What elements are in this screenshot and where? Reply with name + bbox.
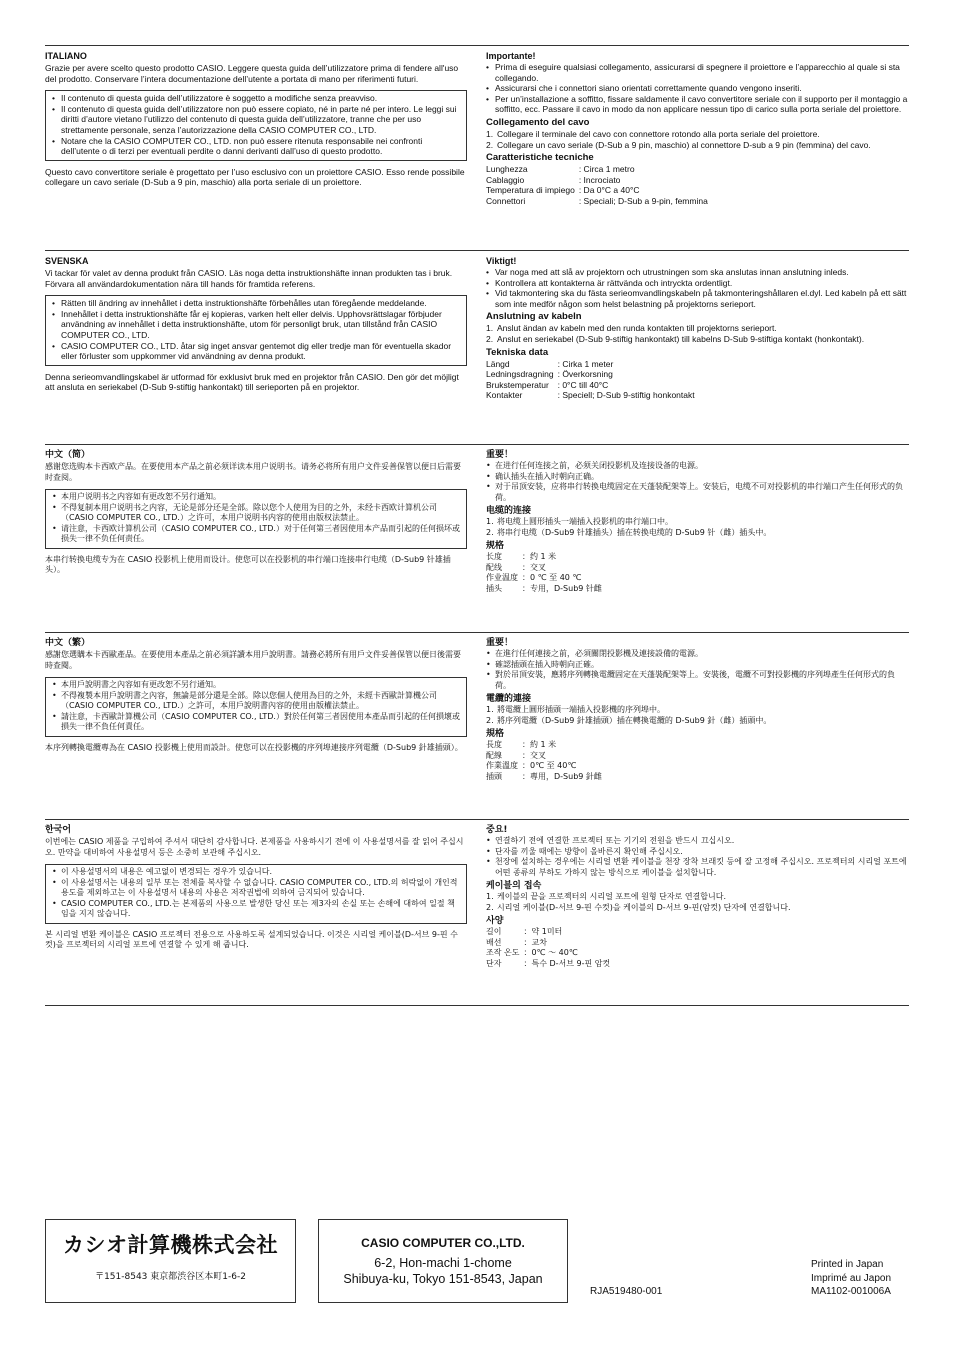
en-address-line-2: Shibuya-ku, Tokyo 151-8543, Japan xyxy=(343,1272,543,1286)
specs-title: 规格 xyxy=(486,541,505,551)
spec-row xyxy=(486,390,695,401)
language-title: ITALIANO xyxy=(45,51,87,61)
right-column xyxy=(486,638,909,782)
spec-value: ：約 1 米 xyxy=(522,740,557,749)
spec-value: : 0°C till 40°C xyxy=(557,379,609,390)
spec-key: Brukstemperatur xyxy=(486,379,549,390)
spec-value: ：专用，D-Sub9 针雌 xyxy=(522,583,602,593)
important-item: • Per un’installazione a soffitto, fissare saldamente il cavo convertitore seriale con il supporto per il montaggio a soffitto, ecc. Passare il cavo in modo da non applicare nessun tipo di carico sulla porta seriale del proiettore. xyxy=(486,94,909,115)
step-text: Collegare il terminale del cavo con connettore rotondo alla porta seriale del proiettore. xyxy=(497,128,820,139)
left-column xyxy=(45,825,467,951)
spec-value: ：0℃ ～ 40℃ xyxy=(523,948,578,957)
document-code: MA1102-001006A xyxy=(811,1286,891,1297)
left-column xyxy=(45,51,467,188)
important-title: 重要！ xyxy=(486,450,514,460)
important-title: 중요! xyxy=(486,825,508,835)
spec-row xyxy=(486,175,708,186)
intro-text: Grazie per avere scelto questo prodotto CASIO. Leggere questa guida dell’utilizzatore prima di fendere all'uso del prodotto. Conservare l’intera documentazione dell’utente a portata di mano per riferimenti futuri. xyxy=(45,63,459,84)
spec-value: ：约 1 米 xyxy=(522,552,557,561)
notice-box xyxy=(45,295,467,366)
specs-table xyxy=(486,552,602,594)
step-text: 将电缆上圆形插头一端插入投影机的串行端口中。 xyxy=(497,517,673,526)
spec-value: ：專用，D-Sub9 針雌 xyxy=(522,771,602,781)
step-text: Anslut en seriekabel (D-Sub 9-stiftig hankontakt) till kabelns D-Sub 9-stiftiga kontakt (honkontakt). xyxy=(497,333,865,344)
notice-item: • Il contenuto di questa guida dell’utilizzatore non può essere copiato, né in parte né per intero. Le leggi sui diritti d’autore vietano l’utilizzo del contenuto di questa guida dell’utilizzatore, tranne che per uso strettamente personale, senza l’autorizzazione della CASIO COMPUTER CO., LTD. xyxy=(52,104,460,136)
description-text: 本序列轉換電纜專為在 CASIO 投影機上使用而設計。使您可以在投影機的序列埠連接序列電纜（D-Sub9 針雄插頭）。 xyxy=(45,742,463,752)
intro-text: 이번에는 CASIO 제품을 구입하여 주셔서 대단히 감사합니다. 본제품을 사용하시기 전에 이 사용설명서를 잘 읽어 주십시오. 만약을 대비하여 사용설명서 등은 소중히 보관해 주십시오. xyxy=(45,837,464,857)
step-number: 2. xyxy=(486,333,494,344)
spec-row xyxy=(486,959,610,970)
part-code: RJA519480-001 xyxy=(590,1286,663,1297)
important-item: • 천장에 설치하는 경우에는 시리얼 변환 케이블을 천장 장착 브래킷 등에 잘 고정해 주십시오. 프로젝터의 시리얼 포트에 어떤 종류의 부하도 가하지 않는 방식으로 케이블을 설치합니다. xyxy=(486,857,909,878)
section-chinese-simplified xyxy=(45,444,909,632)
spec-key: 插头 xyxy=(486,583,502,593)
step-text: 将串行电缆（D-Sub9 针雄插头）插在转换电缆的 D-Sub9 针（雌）插头中。 xyxy=(497,527,772,537)
connection-step xyxy=(486,129,909,140)
important-item: • 對於吊頂安裝，應將序列轉換電纜固定在天蓬裝配架等上。安裝後，電纜不可對投影機的序列埠產生任何形式的負荷。 xyxy=(486,670,909,691)
spec-row xyxy=(486,938,610,949)
important-list xyxy=(486,62,909,115)
spec-key: 단자 xyxy=(486,958,502,968)
specs-table xyxy=(486,359,695,401)
connection-steps xyxy=(486,892,909,913)
important-item: • Assicurarsi che i connettori siano orientati correttamente quando vengono inseriti. xyxy=(486,83,909,94)
step-number: 2. xyxy=(486,139,494,150)
connection-title: 케이블의 접속 xyxy=(486,881,542,891)
description-text: Denna serieomvandlingskabel är utformad för exklusivt bruk med en projektor från CASIO. Den gör det möjligt att ansluta en seriekabel (D-Sub 9-stiftig hankontakt) till serieporten på en projektor. xyxy=(45,371,459,393)
printed-in-japan: Printed in Japan xyxy=(811,1259,884,1270)
important-list xyxy=(486,836,909,878)
spec-key: Lunghezza xyxy=(486,164,528,175)
important-item: • Var noga med att slå av projektorn och utrustningen som ska anslutas innan anslutning inleds. xyxy=(486,267,909,278)
specs-table xyxy=(486,740,602,782)
connection-step xyxy=(486,140,909,151)
spec-row xyxy=(486,751,602,762)
spec-key: Temperatura di impiego xyxy=(486,185,575,196)
spec-row xyxy=(486,359,695,370)
section-chinese-traditional xyxy=(45,632,909,819)
important-list xyxy=(486,461,909,503)
left-column xyxy=(45,638,467,753)
spec-row xyxy=(486,584,602,595)
en-company-box xyxy=(318,1219,568,1303)
spec-value: : Speciali; D-Sub a 9-pin, femmina xyxy=(578,195,708,206)
notice-item: • 不得複製本用戶說明書之內容，無論是部分還是全部。除以您個人使用為目的之外，未經卡西歐計算機公司（CASIO COMPUTER CO., LTD.）之許可，本用戶說明書內容的使用由版權法禁止。 xyxy=(52,691,460,712)
spec-row xyxy=(486,772,602,783)
language-title: SVENSKA xyxy=(45,256,89,266)
spec-row xyxy=(486,927,610,938)
spec-key: Cablaggio xyxy=(486,174,525,185)
spec-value: ：교차 xyxy=(523,937,547,947)
spec-value: ：약 1미터 xyxy=(523,927,563,936)
spec-row xyxy=(486,196,708,207)
connection-step xyxy=(486,903,909,914)
step-number: 1. xyxy=(486,892,494,901)
spec-key: Connettori xyxy=(486,195,526,206)
left-column xyxy=(45,256,467,393)
connection-step xyxy=(486,716,909,727)
spec-row xyxy=(486,948,610,959)
spec-row xyxy=(486,761,602,772)
en-address-line-1: 6-2, Hon-machi 1-chome xyxy=(374,1256,512,1270)
notice-box xyxy=(45,864,467,924)
spec-key: Längd xyxy=(486,358,510,369)
left-column xyxy=(45,450,467,576)
important-title: Viktigt! xyxy=(486,256,517,266)
important-list xyxy=(486,267,909,309)
important-item: • Kontrollera att kontakterna är rättvända och intryckta ordentligt. xyxy=(486,278,909,289)
spec-key: 作业温度 xyxy=(486,573,518,582)
spec-value: ：交叉 xyxy=(522,750,546,760)
important-item: • 对于吊顶安装，应将串行转换电缆固定在天蓬装配架等上。安装后，电缆不可对投影机的串行端口产生任何形式的负荷。 xyxy=(486,482,909,503)
connection-step xyxy=(486,323,909,334)
step-text: 시리얼 케이블(D-서브 9-핀 수컷)을 케이블의 D-서브 9-핀(암컷) 단자에 연결합니다. xyxy=(497,902,791,912)
notice-item: • Rätten till ändring av innehållet i detta instruktionshäfte förbehålles utan föregående meddelande. xyxy=(52,298,460,309)
spec-row xyxy=(486,552,602,563)
spec-value: ：특수 D-서브 9-핀 암컷 xyxy=(523,958,611,968)
important-item: • Prima di eseguire qualsiasi collegamento, assicurarsi di spegnere il proiettore e l’apparecchio al quale si sta collegando. xyxy=(486,62,909,83)
right-column xyxy=(486,256,909,401)
spec-key: 长度 xyxy=(486,552,502,561)
connection-step xyxy=(486,517,909,528)
notice-item: • CASIO COMPUTER CO., LTD. åtar sig inget ansvar gentemot dig eller tredje man för eventuella skador eller förluster som uppkommer vid användning av denna produkt. xyxy=(52,341,460,362)
description-text: 本串行转换电缆专为在 CASIO 投影机上使用而设计。使您可以在投影机的串行端口连接串行电缆（D-Sub9 针雄插头）。 xyxy=(45,554,451,574)
jp-company-name: カシオ計算機株式会社 xyxy=(63,1233,278,1257)
section-svenska xyxy=(45,250,909,444)
important-item: • 确认插头在插入时朝向正确。 xyxy=(486,472,909,483)
important-item: • 確認插頭在插入時朝向正確。 xyxy=(486,660,909,671)
important-title: 重要！ xyxy=(486,638,514,648)
jp-company-address: 〒151-8543 東京都渋谷区本町1-6-2 xyxy=(95,1272,246,1282)
spec-key: 조작 온도 xyxy=(486,948,520,957)
spec-value: : Da 0°C a 40°C xyxy=(578,185,640,196)
step-number: 2. xyxy=(486,715,494,725)
spec-row xyxy=(486,369,695,380)
right-column xyxy=(486,825,909,969)
notice-item: • 不得复制本用户说明书之内容，无论是部分还是全部。除以您个人使用为目的之外，未经卡西欧计算机公司（CASIO COMPUTER CO., LTD.）之许可，本用户说明书内容的使用由版权法禁止。 xyxy=(52,503,460,524)
spec-key: 作業溫度 xyxy=(486,761,518,770)
spec-key: 配线 xyxy=(486,562,502,572)
spec-key: 長度 xyxy=(486,740,502,749)
spec-row xyxy=(486,164,708,175)
step-text: Collegare un cavo seriale (D-Sub a 9 pin, maschio) al connettore D-sub a 9 pin (femmina) del cavo. xyxy=(497,139,871,150)
step-number: 1. xyxy=(486,128,494,139)
step-text: 케이블의 끝을 프로젝터의 시리얼 포트에 원형 단자로 연결합니다. xyxy=(497,892,726,901)
notice-list xyxy=(52,93,460,157)
connection-step xyxy=(486,892,909,903)
description-text: 본 시리얼 변환 케이블은 CASIO 프로젝터 전용으로 사용하도록 설계되었습니다. 이것은 시리얼 케이블(D-서브 9-핀 수컷)을 프로젝터의 시리얼 포트에 연결할 수 있게 해 줍니다. xyxy=(45,929,458,949)
notice-list xyxy=(52,298,460,362)
connection-steps xyxy=(486,517,909,538)
spec-key: 배선 xyxy=(486,937,502,947)
notice-item: • 请注意，卡西欧计算机公司（CASIO COMPUTER CO., LTD.）对于任何第三者因使用本产品而引起的任何损坏或损失一律不负任何责任。 xyxy=(52,524,460,545)
notice-list xyxy=(52,867,460,920)
connection-title: 电缆的连接 xyxy=(486,506,532,516)
language-title: 中文（繁） xyxy=(45,638,91,648)
specs-title: 規格 xyxy=(486,729,505,739)
notice-item: • Il contenuto di questa guida dell’utilizzatore è soggetto a modifiche senza preavviso. xyxy=(52,93,460,104)
spec-key: Kontakter xyxy=(486,390,523,401)
spec-key: Ledningsdragning xyxy=(486,369,554,380)
connection-steps xyxy=(486,323,909,344)
step-number: 1. xyxy=(486,705,494,714)
spec-key: 配線 xyxy=(486,750,502,760)
connection-steps xyxy=(486,129,909,150)
connection-step xyxy=(486,334,909,345)
step-number: 2. xyxy=(486,527,494,537)
spec-row xyxy=(486,563,602,574)
intro-text: 感謝您選購本卡西歐產品。在要使用本產品之前必須詳讀本用戶說明書。請務必將所有用戶文件妥善保管以便日後需要時查閱。 xyxy=(45,650,461,670)
notice-box xyxy=(45,90,467,161)
en-company-name: CASIO COMPUTER CO.,LTD. xyxy=(361,1236,525,1250)
notice-item: • 本用户说明书之内容如有更改恕不另行通知。 xyxy=(52,492,460,503)
step-number: 2. xyxy=(486,902,494,912)
important-item: • 연결하기 전에 연결한 프로젝터 또는 기기의 전원을 반드시 끄십시오. xyxy=(486,836,909,847)
notice-box xyxy=(45,489,467,549)
spec-key: 길이 xyxy=(486,927,502,936)
notice-item: • 本用戶說明書之內容如有更改恕不另行通知。 xyxy=(52,680,460,691)
spec-value: ：交叉 xyxy=(522,562,546,572)
description-text: Questo cavo convertitore seriale è progettato per l’uso esclusivo con un proiettore CASIO. Esso rende possibile collegare un cavo seriale (D-Sub a 9 pin, maschio) alla porta seriale di un proiettore. xyxy=(45,166,465,188)
step-number: 1. xyxy=(486,323,494,334)
connection-step xyxy=(486,705,909,716)
spec-key: 插頭 xyxy=(486,771,502,781)
spec-value: : Överkorsning xyxy=(557,369,613,380)
important-item: • 在进行任何连接之前，必须关闭投影机及连接设备的电源。 xyxy=(486,461,909,472)
spec-value: : Cirka 1 meter xyxy=(557,358,614,369)
step-text: Anslut ändan av kabeln med den runda kontakten till projektorns serieport. xyxy=(497,323,777,334)
right-column xyxy=(486,450,909,594)
intro-text: Vi tackar för valet av denna produkt från CASIO. Läs noga detta instruktionshäfte innan produkten tas i bruk. Förvara all användardokumentation nära till hands för framtida referens. xyxy=(45,268,453,289)
important-list xyxy=(486,649,909,691)
spec-value: : Circa 1 metro xyxy=(578,164,635,175)
step-number: 1. xyxy=(486,517,494,526)
language-title: 中文（简） xyxy=(45,450,91,460)
important-title: Importante! xyxy=(486,51,536,61)
notice-box xyxy=(45,677,467,737)
spec-value: ：0 ℃ 至 40 ℃ xyxy=(522,573,582,582)
bottom-rule xyxy=(45,1005,909,1006)
specs-table xyxy=(486,164,708,206)
spec-value: ：0℃ 至 40℃ xyxy=(522,761,577,770)
connection-step xyxy=(486,528,909,539)
notice-item: • 이 사용설명서는 내용의 일부 또는 전체를 복사할 수 없습니다. CASIO COMPUTER CO., LTD.의 허락없이 개인적 용도를 제외하고는 이 사용설명서 내용의 사용은 저작권법에 의하여 금지되어 있습니다. xyxy=(52,878,460,899)
spec-row xyxy=(486,185,708,196)
notice-item: • CASIO COMPUTER CO., LTD.는 본제품의 사용으로 발생한 당신 또는 제3자의 손실 또는 손해에 대하여 일절 책임을 지지 않습니다. xyxy=(52,899,460,920)
spec-row xyxy=(486,573,602,584)
connection-title: Collegamento del cavo xyxy=(486,116,590,128)
specs-title: Caratteristiche tecniche xyxy=(486,152,594,164)
notice-item: • 이 사용설명서의 내용은 예고없이 변경되는 경우가 있습니다. xyxy=(52,867,460,878)
connection-title: Anslutning av kabeln xyxy=(486,311,582,323)
step-text: 將序列電纜（D-Sub9 針雄插頭）插在轉換電纜的 D-Sub9 針（雌）插頭中。 xyxy=(497,715,772,725)
specs-table xyxy=(486,927,610,969)
section-italiano xyxy=(45,45,909,250)
notice-item: • Notare che la CASIO COMPUTER CO., LTD. non può essere ritenuta responsabile nei confronti dell’utente o di terzi per eventuali perdite o danni derivanti dall’uso di questo prodotto. xyxy=(52,136,460,157)
specs-title: Tekniska data xyxy=(486,346,549,358)
intro-text: 感谢您选购本卡西欧产品。在要使用本产品之前必须详读本用户说明书。请务必将所有用户文件妥善保管以便日后需要时查阅。 xyxy=(45,462,461,482)
important-item: • 在進行任何連接之前，必須關閉投影機及連接設備的電源。 xyxy=(486,649,909,660)
connection-title: 電纜的連接 xyxy=(486,694,532,704)
step-text: 將電纜上圓形插頭一端插入投影機的序列埠中。 xyxy=(497,705,665,714)
right-column xyxy=(486,51,909,207)
notice-list xyxy=(52,492,460,545)
imprime-au-japon: Imprimé au Japon xyxy=(811,1273,892,1284)
important-item: • Vid takmontering ska du fästa serieomvandlingskabeln på takmonteringshållaren el.dyl. Led kabeln på ett sätt som inte medför någon som helst belastning på projektorns serieport. xyxy=(486,288,909,309)
spec-row xyxy=(486,740,602,751)
spec-value: : Speciell; D-Sub 9-stiftig honkontakt xyxy=(557,390,695,401)
important-item: • 단자를 끼울 때에는 방향이 올바른지 확인해 주십시오. xyxy=(486,847,909,858)
connection-steps xyxy=(486,705,909,726)
notice-item: • 請注意，卡西歐計算機公司（CASIO COMPUTER CO., LTD.）對於任何第三者因使用本產品而引起的任何損壞或損失一律不負任何責任。 xyxy=(52,712,460,733)
spec-value: : Incrociato xyxy=(578,174,621,185)
notice-list xyxy=(52,680,460,733)
section-korean xyxy=(45,819,909,1005)
specs-title: 사양 xyxy=(486,916,504,926)
language-title: 한국어 xyxy=(45,825,72,835)
spec-row xyxy=(486,380,695,391)
notice-item: • Innehållet i detta instruktionshäfte får ej kopieras, varken helt eller delvis. Upphovsrättslagar förbjuder användning av innehållet i detta instruktionshäfte, utom för personligt bruk, utan tillstånd från CASIO COMPUTER CO., LTD. xyxy=(52,309,460,341)
jp-company-box xyxy=(45,1219,296,1303)
